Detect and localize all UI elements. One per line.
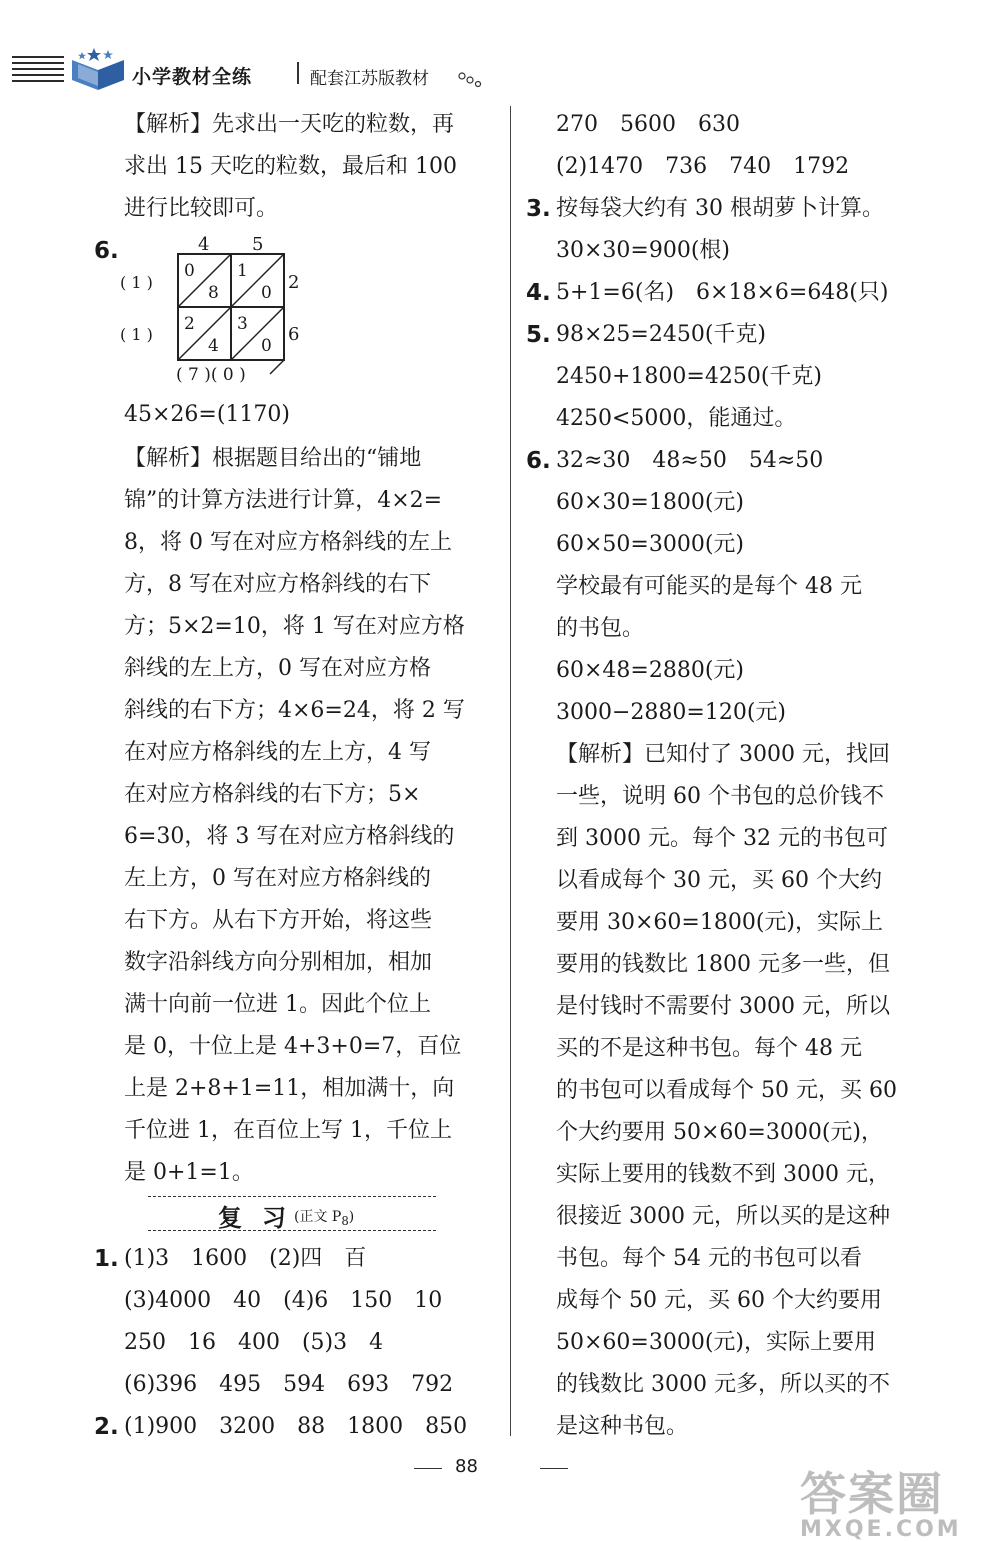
analysis-line: 到 3000 元。每个 32 元的书包可	[556, 826, 888, 851]
analysis-line: 斜线的右下方；4×6=24，将 2 写	[124, 698, 465, 723]
analysis-line: 书包。每个 54 元的书包可以看	[556, 1246, 862, 1271]
analysis-line: 是付钱时不需要付 3000 元，所以	[556, 994, 890, 1019]
lattice-left-mark: ( 1 )	[120, 273, 153, 292]
header-subtitle: 配套江苏版教材	[310, 69, 429, 89]
answer-line: 按每袋大约有 30 根胡萝卜计算。	[556, 196, 884, 221]
analysis-line: 一些，说明 60 个书包的总价钱不	[556, 784, 884, 809]
answer-line: 60×50=3000(元)	[556, 532, 745, 557]
watermark-text: 答案圈	[800, 1467, 944, 1521]
analysis-line: 是 0，十位上是 4+3+0=7，百位	[124, 1034, 462, 1059]
question-number: 5.	[526, 322, 551, 348]
header-rule	[12, 80, 64, 82]
analysis-line: 求出 15 天吃的粒数，最后和 100	[124, 154, 457, 179]
analysis-line: 买的不是这种书包。每个 48 元	[556, 1036, 862, 1061]
answer-line: (2)1470 736 740 1792	[556, 154, 850, 179]
analysis-line: 上是 2+8+1=11，相加满十，向	[124, 1076, 455, 1101]
analysis-line: 6=30，将 3 写在对应方格斜线的	[124, 824, 455, 849]
section-rule	[148, 1196, 436, 1197]
analysis-line: 右下方。从右下方开始，将这些	[124, 908, 433, 933]
question-number: 2.	[94, 1414, 119, 1440]
analysis-line: 左上方，0 写在对应方格斜线的	[124, 866, 431, 891]
analysis-line: 8，将 0 写在对应方格斜线的左上	[124, 530, 452, 555]
lattice-cell-digit: 0	[261, 283, 272, 303]
answer-line: 学校最有可能买的是每个 48 元	[556, 574, 862, 599]
analysis-line: 是 0+1=1。	[124, 1160, 254, 1185]
answer-line: 30×30=900(根)	[556, 238, 731, 263]
lattice-right-digit: 2	[288, 272, 300, 293]
lattice-top-digit: 5	[252, 234, 264, 255]
decor-dots-icon	[458, 68, 482, 88]
analysis-line: 要用的钱数比 1800 元多一些，但	[556, 952, 890, 977]
page-number-dash	[540, 1468, 568, 1469]
analysis-line: 要用 30×60=1800(元)，实际上	[556, 910, 884, 935]
question-number: 6.	[94, 238, 119, 264]
watermark-url: MXQE.COM	[800, 1517, 962, 1542]
lattice-left-mark: ( 1 )	[120, 325, 153, 344]
analysis-line: 成每个 50 元，买 60 个大约要用	[556, 1288, 882, 1313]
answer-line: 2450+1800=4250(千克)	[556, 364, 822, 389]
analysis-line: 个大约要用 50×60=3000(元)，	[556, 1120, 884, 1145]
section-ref: (正文 $P_8$)	[294, 1209, 355, 1228]
answer-line: (1)900 3200 88 1800 850	[124, 1414, 468, 1439]
answer-line: 60×30=1800(元)	[556, 490, 745, 515]
question-number: 1.	[94, 1246, 119, 1272]
analysis-line: 在对应方格斜线的右下方；5×	[124, 782, 421, 807]
header-rule	[12, 56, 64, 58]
lattice-top-digit: 4	[198, 234, 210, 255]
analysis-line: 【解析】先求出一天吃的粒数，再	[124, 112, 455, 137]
analysis-line: 进行比较即可。	[124, 196, 279, 221]
analysis-line: 50×60=3000(元)，实际上要用	[556, 1330, 877, 1355]
equation-line: 45×26=(1170)	[124, 402, 291, 427]
answer-line: 3000−2880=120(元)	[556, 700, 787, 725]
watermark	[800, 1467, 962, 1542]
analysis-line: 以看成每个 30 元，买 60 个大约	[556, 868, 882, 893]
lattice-cell-digit: 1	[237, 261, 248, 281]
lattice-right-digit: 6	[288, 324, 300, 345]
answer-line: 的书包。	[556, 616, 645, 641]
answer-line: 60×48=2880(元)	[556, 658, 745, 683]
analysis-line: 数字沿斜线方向分别相加，相加	[124, 950, 433, 975]
lattice-cell-digit: 3	[237, 314, 248, 334]
analysis-line: 锦”的计算方法进行计算，4×2=	[124, 488, 443, 513]
page-number: 88	[455, 1456, 478, 1477]
lattice-bottom-digits: ( 7 )( 0 )	[176, 365, 246, 385]
lattice-cell-digit: 4	[208, 336, 219, 356]
lattice-cell-digit: 0	[184, 261, 195, 281]
analysis-line: 满十向前一位进 1。因此个位上	[124, 992, 431, 1017]
analysis-line: 很接近 3000 元，所以买的是这种	[556, 1204, 890, 1229]
answer-line: (3)4000 40 (4)6 150 10	[124, 1288, 443, 1313]
section-title: 复习	[218, 1204, 306, 1232]
book-logo-icon	[68, 46, 130, 92]
header-rule	[12, 62, 64, 64]
lattice-cell-digit: 2	[184, 314, 195, 334]
answer-line: (6)396 495 594 693 792	[124, 1372, 454, 1397]
page-number-dash	[414, 1468, 442, 1469]
answer-line: 5+1=6(名) 6×18×6=648(只)	[556, 280, 889, 305]
answer-line: 270 5600 630	[556, 112, 740, 137]
lattice-cell-digit: 8	[208, 283, 219, 303]
question-number: 6.	[526, 448, 551, 474]
analysis-line: 方，8 写在对应方格斜线的右下	[124, 572, 431, 597]
brand-title: 小学教材全练	[132, 66, 253, 88]
analysis-line: 的书包可以看成每个 50 元，买 60	[556, 1078, 897, 1103]
answer-line: 98×25=2450(千克)	[556, 322, 767, 347]
analysis-line: 千位进 1，在百位上写 1，千位上	[124, 1118, 452, 1143]
analysis-line: 在对应方格斜线的左上方，4 写	[124, 740, 431, 765]
lattice-multiplication-grid	[120, 232, 320, 392]
answer-line: 250 16 400 (5)3 4	[124, 1330, 384, 1355]
answer-line: 32≈30 48≈50 54≈50	[556, 448, 824, 473]
analysis-line: 【解析】根据题目给出的“铺地	[124, 446, 422, 471]
answer-line: 4250<5000，能通过。	[556, 406, 797, 431]
analysis-line: 【解析】已知付了 3000 元，找回	[556, 742, 890, 767]
header-rule	[12, 74, 64, 76]
analysis-line: 斜线的左上方，0 写在对应方格	[124, 656, 431, 681]
analysis-line: 是这种书包。	[556, 1414, 689, 1439]
column-divider	[510, 106, 511, 1436]
analysis-line: 实际上要用的钱数不到 3000 元，	[556, 1162, 890, 1187]
section-rule	[148, 1230, 436, 1231]
analysis-line: 方；5×2=10，将 1 写在对应方格	[124, 614, 465, 639]
question-number: 3.	[526, 196, 551, 222]
answer-line: (1)3 1600 (2)四 百	[124, 1246, 367, 1271]
lattice-cell-digit: 0	[261, 336, 272, 356]
page-header	[12, 44, 482, 92]
header-rule	[12, 68, 64, 70]
analysis-line: 的钱数比 3000 元多，所以买的不	[556, 1372, 890, 1397]
header-separator	[297, 62, 299, 84]
question-number: 4.	[526, 280, 551, 306]
